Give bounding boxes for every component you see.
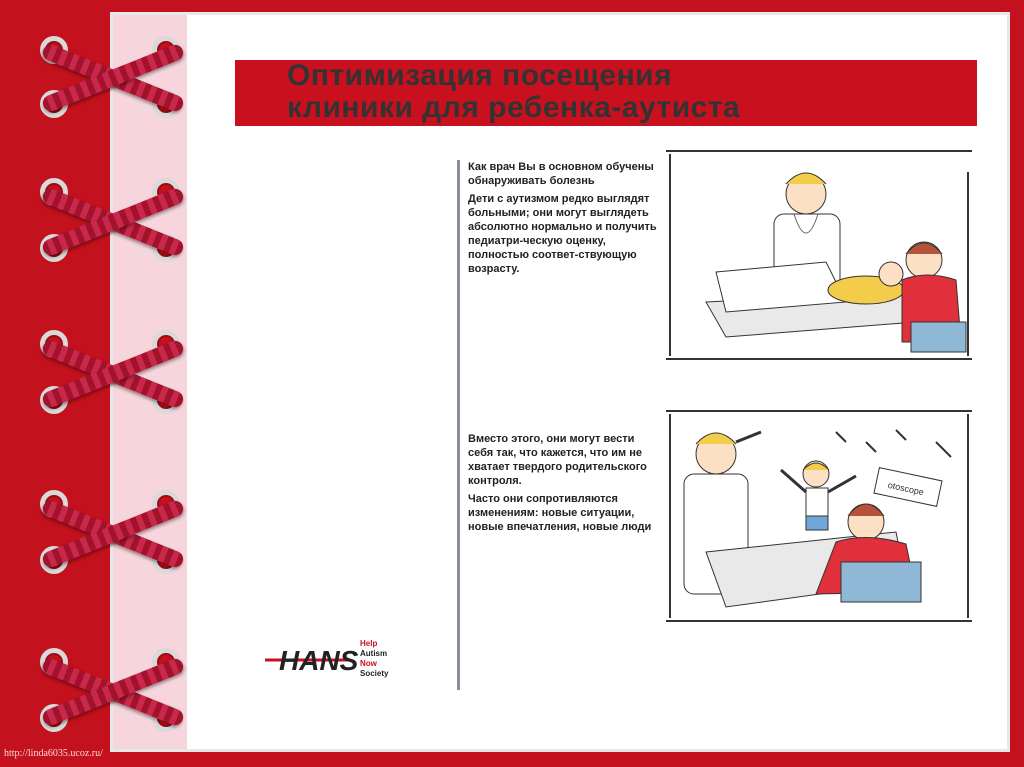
lace-decoration (30, 330, 190, 430)
paragraph: Как врач Вы в основном обучены обнаруживать болезнь (468, 161, 654, 187)
title-line-2: клиники для ребенка-аутиста (287, 91, 741, 124)
paragraph: Вместо этого, они могут вести себя так, что кажется, что им не хватает твердого родительского контроля. (468, 433, 647, 487)
paragraph: Дети с аутизмом редко выглядят больными; они могут выглядеть абсолютно нормально и получить педиатри-ческую оценку, полностью соответ-ствующую возрасту. (468, 193, 657, 275)
lace-decoration (30, 178, 190, 278)
text-block-behavior (468, 432, 658, 538)
illustration-calm-exam (666, 150, 972, 360)
page-title (287, 60, 967, 124)
logo-line-1: Help (360, 639, 378, 648)
paragraph: Часто они сопротивляются изменениям: новые ситуации, новые впечатления, новые люди (468, 493, 652, 533)
title-line-1: Оптимизация посещения (287, 59, 673, 92)
otoscope-label: otoscope (886, 479, 925, 498)
logo-mark: HANS (279, 645, 359, 676)
text-block-diagnosis (468, 160, 658, 280)
logo-line-4: Society (360, 669, 389, 678)
vertical-divider (457, 160, 460, 690)
source-url: http://linda6035.ucoz.ru/ (4, 748, 103, 759)
lace-decoration (30, 648, 190, 748)
hans-logo (265, 636, 425, 680)
logo-line-2: Autism (360, 649, 388, 658)
logo-line-3: Now (360, 659, 377, 668)
otoscope-box (874, 468, 942, 507)
lace-decoration (30, 490, 190, 590)
illustration-chaotic-exam (666, 410, 972, 622)
lace-decoration (30, 28, 190, 128)
title-banner (235, 60, 977, 126)
